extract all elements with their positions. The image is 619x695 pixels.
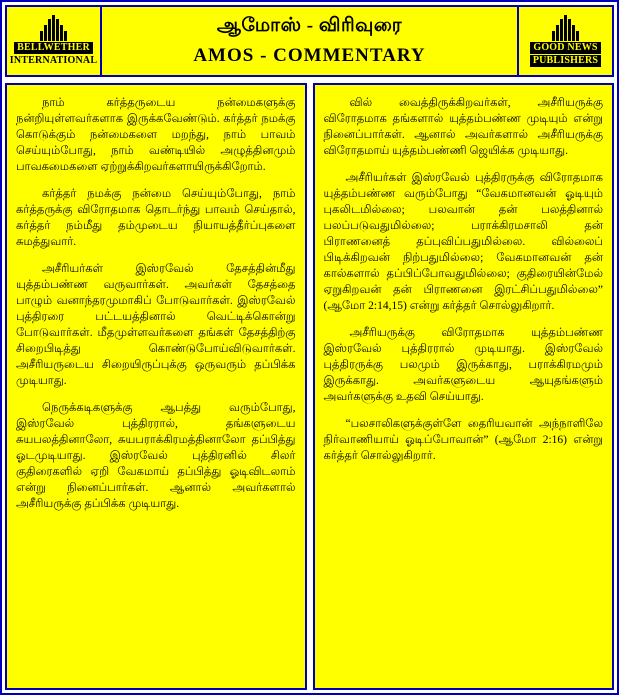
paragraph: வில் வைத்திருக்கிறவர்கள், அசீரியருக்கு விரோதமாக தங்களால் யுத்தம்பண்ண முடியும் என்று நினைப்பார்கள். ஆனால் அவர்களால் அசீரியருக்கு விரோதமாய் யுத்தம்பண்ணி ஜெயிக்க முடியாது.	[323, 97, 603, 157]
good-news-emblem-icon	[552, 15, 579, 41]
page-header	[5, 5, 614, 77]
scripture-quote-paragraph: அசீரியர்கள் இஸ்ரவேல் புத்திரருக்கு விரோதமாக யுத்தம்பண்ண வரும்போது “வேகமானவன் ஓடியும் புகலிடமில்லை; பலவான் தன் பலத்தினால் பலப்படுவதுமில்லை; பராக்கிரமசாலி தன் பிராணனைத் தப்புவிப்பதுமில்லை. வில்லைப் பிடிக்கிறவன் நிற்பதுமில்லை; வேகமானவன் தன் கால்களால் தப்பிப்போவதுமில்லை; குதிரையின்மேல் ஏறுகிறவன் தன் பிராணனை இரட்சிப்பதுமில்லை” (ஆமோ 2:14,15) என்று கர்த்தர் சொல்லுகிறார்.	[323, 172, 603, 312]
right-column	[313, 83, 615, 690]
bellwether-international-logo	[7, 7, 102, 75]
paragraph: கர்த்தர் நமக்கு நன்மை செய்யும்போது, நாம் கர்த்தருக்கு விரோதமாக தொடர்ந்து பாவம் செய்தால், கர்த்தர் நம்மீது தம்முடைய நியாயத்தீர்ப்புகளை சுமத்துவார்.	[16, 188, 296, 248]
bellwether-logo-line1: BELLWETHER	[14, 42, 93, 54]
page-title-tamil: ஆமோஸ் - விரிவுரை	[216, 15, 403, 36]
good-news-logo-line1: GOOD NEWS	[530, 42, 600, 54]
bellwether-logo-line2: INTERNATIONAL	[9, 55, 98, 66]
paragraph: அசீரியருக்கு விரோதமாக யுத்தம்பண்ண இஸ்ரவேல் புத்திரரால் முடியாது. இஸ்ரவேல் புத்திரருக்கு பலமும் இருக்காது, பராக்கிரமமும் இருக்காது. அவர்களுடைய ஆயுதங்களும் அவர்களுக்கு உதவி செய்யாது.	[323, 327, 603, 403]
page-title-english: AMOS - COMMENTARY	[193, 45, 426, 66]
bellwether-emblem-icon	[40, 15, 67, 41]
body-area	[5, 83, 614, 690]
paragraph: நாம் கர்த்தருடைய நன்மைகளுக்கு நன்றியுள்ளவர்களாக இருக்கவேண்டும். கர்த்தர் நமக்கு கொடுக்கும் நன்மைகளை மறந்து, நாம் பாவம் செய்யும்போது, நாம் வண்டியில் அழுத்தினமும் பாவகமைகளை ஏற்றுக்கிறவர்களாயிருக்கிறோம்.	[16, 97, 296, 173]
header-title-block	[102, 7, 517, 75]
good-news-logo-line2: PUBLISHERS	[530, 55, 601, 67]
paragraph: நெருக்கடிகளுக்கு ஆபத்து வரும்போது, இஸ்ரவேல் புத்திரரால், தங்களுடைய சுயபலத்தினாலோ, சுயபராக்கிரமத்தினாலோ தப்பித்து ஓடமுடியாது. இஸ்ரவேல் புத்திரனில் சிலர் குதிரைகளில் ஏறி வேகமாய் தப்பித்து ஓடிவிடலாம் என்று நினைப்பார்கள். ஆனால் அவர்களால் அசீரியருக்கு தப்பிக்க முடியாது.	[16, 402, 296, 510]
good-news-publishers-logo	[517, 7, 612, 75]
scripture-quote-paragraph: “பலசாலிகளுக்குள்ளே தைரியவான் அந்நாளிலே நிர்வாணியாய் ஓடிப்போவான்” (ஆமோ 2:16) என்று கர்த்தர் சொல்லுகிறார்.	[323, 418, 603, 462]
left-column	[5, 83, 307, 690]
paragraph: அசீரியர்கள் இஸ்ரவேல் தேசத்தின்மீது யுத்தம்பண்ண வருவார்கள். அவர்கள் தேசத்தை பாழும் வனாந்தரமுமாகிப் போடுவார்கள். இஸ்ரவேல் புத்திரரை பட்டயத்தினால் வெட்டிக்கொன்று போடுவார்கள். மீதமுள்ளவர்களை தங்கள் தேசத்திற்கு சிறைபிடித்து கொண்டுபோய்விடுவார்கள். அசீரியருடைய சிறையிருப்புக்கு ஒருவரும் தப்பிக்க முடியாது.	[16, 263, 296, 387]
